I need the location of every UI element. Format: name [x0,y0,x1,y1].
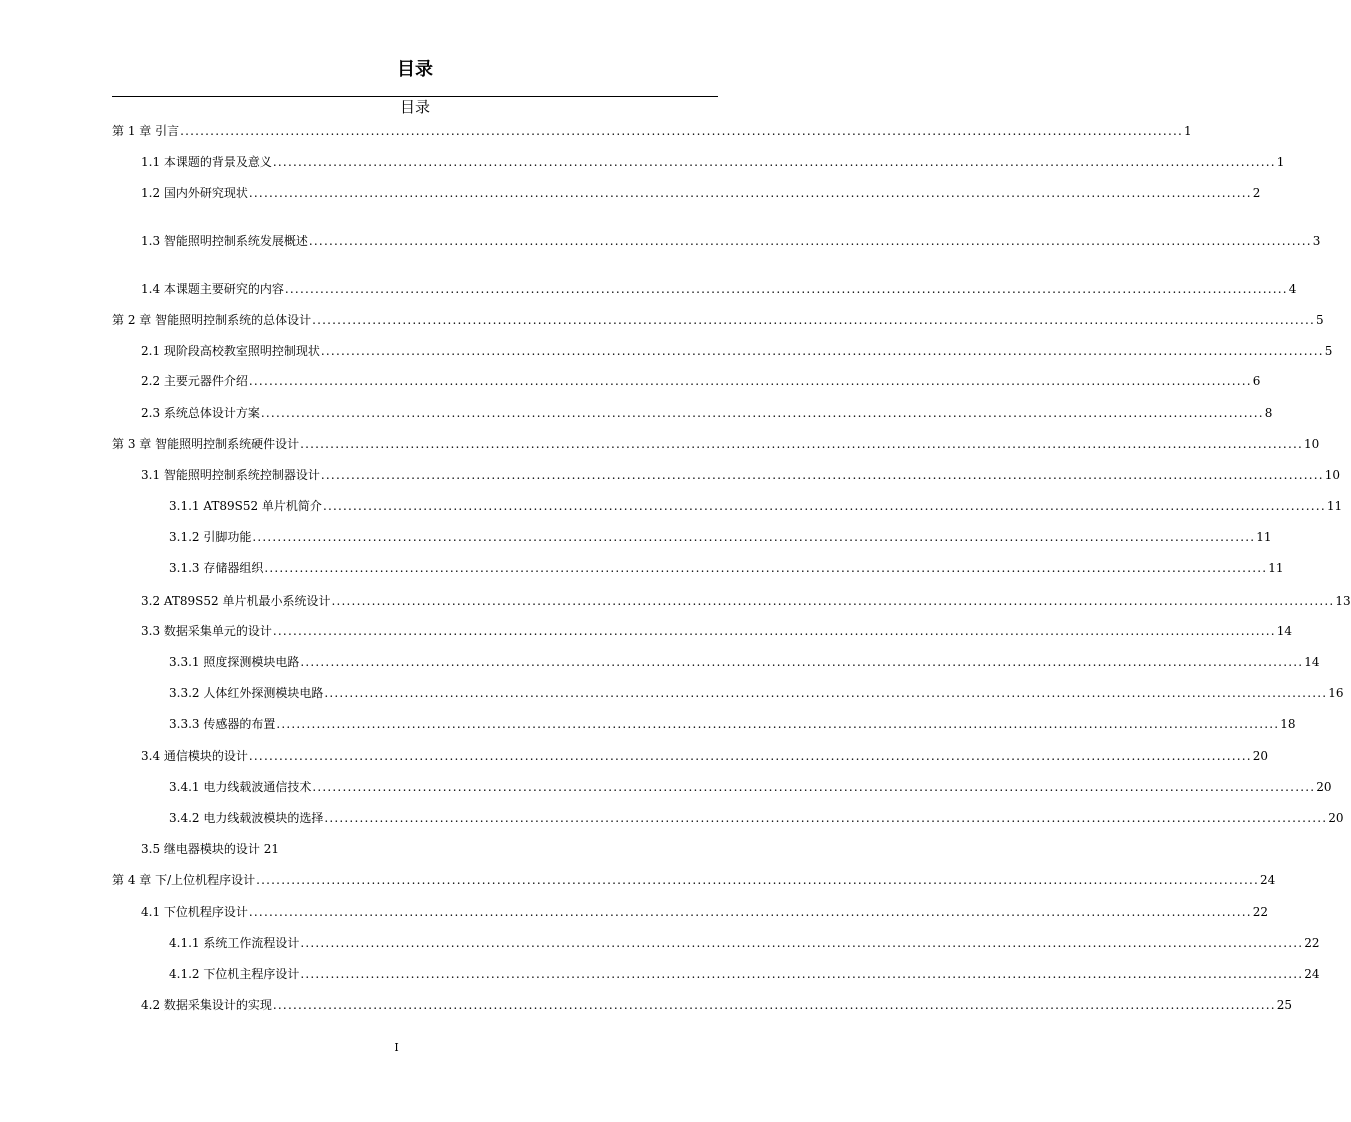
toc-entry-label: 3.4 通信模块的设计 [141,749,248,763]
toc-dot-leader: ........................................................................................................................................................................................................ [300,655,1304,669]
toc-entry-page: 3 [1312,234,1321,248]
toc-entry[interactable] [141,902,1269,922]
toc-dot-leader: ........................................................................................................................................................................................................ [284,282,1288,296]
toc-entry-label: 3.3.1 照度探测模块电路 [169,655,300,669]
toc-entry-page: 22 [1252,905,1269,919]
toc-entry-page: 10 [1303,437,1320,451]
toc-entry-page: 18 [1280,717,1296,731]
toc-entry-page: 5 [1315,313,1324,327]
toc-entry-label: 1.4 本课题主要研究的内容 [141,282,284,296]
toc-entry-label: 3.4.1 电力线载波通信技术 [169,780,312,794]
toc-entry-label: 2.3 系统总体设计方案 [141,406,260,420]
toc-entry[interactable] [112,870,1276,890]
toc-dot-leader: ........................................................................................................................................................................................................ [248,749,1252,763]
toc-entry-page: 11 [1268,561,1284,575]
toc-entry-label: 4.1 下位机程序设计 [141,905,248,919]
toc-dot-leader: ........................................................................................................................................................................................................ [320,468,1324,482]
toc-dot-leader: ........................................................................................................................................................................................................ [272,155,1276,169]
toc-entry[interactable] [141,183,1261,203]
toc-entry-label: 第 2 章 智能照明控制系统的总体设计 [112,313,312,327]
toc-entry-page: 2 [1252,186,1261,200]
toc-entry[interactable] [169,808,1344,828]
toc-dot-leader: ........................................................................................................................................................................................................ [180,124,1183,138]
toc-entry-label: 2.1 现阶段高校教室照明控制现状 [141,344,320,358]
toc-entry-label: 2.2 主要元器件介绍 [141,374,248,388]
toc-dot-leader: ........................................................................................................................................................................................................ [256,873,1260,887]
toc-entry-page: 20 [1328,811,1344,825]
toc-entry-page: 14 [1304,655,1320,669]
toc-dot-leader: ........................................................................................................................................................................................................ [276,717,1280,731]
toc-entry-page: 13 [1335,594,1351,608]
toc-entry[interactable] [112,310,1324,330]
toc-entry-label: 4.1.1 系统工作流程设计 [169,936,300,950]
toc-entry[interactable] [141,279,1297,299]
toc-entry[interactable] [169,683,1344,703]
toc-dot-leader: ........................................................................................................................................................................................................ [312,313,1315,327]
toc-entry-label: 3.3.3 传感器的布置 [169,717,276,731]
toc-dot-leader: ........................................................................................................................................................................................................ [252,530,1256,544]
toc-dot-leader: ........................................................................................................................................................................................................ [248,905,1252,919]
toc-dot-leader: ........................................................................................................................................................................................................ [300,936,1304,950]
toc-entry-label: 1.1 本课题的背景及意义 [141,155,272,169]
toc-dot-leader: ........................................................................................................................................................................................................ [264,561,1268,575]
toc-entry-label: 3.2 AT89S52 单片机最小系统设计 [141,594,331,608]
toc-dot-leader: ........................................................................................................................................................................................................ [272,998,1276,1012]
toc-entry[interactable] [169,777,1332,797]
toc-entry[interactable] [141,403,1273,423]
toc-entry-label: 3.5 继电器模块的设计 21 [141,842,279,856]
toc-dot-leader: ........................................................................................................................................................................................................ [324,686,1328,700]
toc-entry-label: 3.1 智能照明控制系统控制器设计 [141,468,320,482]
toc-entry-label: 3.4.2 电力线载波模块的选择 [169,811,324,825]
toc-entry[interactable] [112,121,1192,141]
toc-entry[interactable] [141,621,1293,641]
toc-entry-page: 20 [1316,780,1332,794]
toc-entry[interactable] [169,964,1320,984]
toc-entry-label: 第 4 章 下/上位机程序设计 [112,873,256,887]
toc-entry-page: 24 [1260,873,1276,887]
toc-entry[interactable] [112,434,1320,454]
toc-entry-page: 11 [1326,499,1343,513]
toc-entry-label: 3.3.2 人体红外探测模块电路 [169,686,324,700]
toc-entry[interactable] [141,371,1261,391]
toc-entry-page: 22 [1304,936,1320,950]
toc-entry-label: 1.2 国内外研究现状 [141,186,248,200]
toc-dot-leader: ........................................................................................................................................................................................................ [272,624,1276,638]
toc-dot-leader: ........................................................................................................................................................................................................ [260,406,1264,420]
toc-entry-page: 14 [1276,624,1293,638]
toc-entry-page: 1 [1276,155,1285,169]
toc-entry[interactable] [141,152,1285,172]
toc-dot-leader: ........................................................................................................................................................................................................ [308,234,1312,248]
toc-entry[interactable] [169,527,1272,547]
toc-entry[interactable] [141,231,1321,251]
toc-entry[interactable] [141,995,1293,1015]
toc-entry[interactable] [169,496,1343,516]
toc-entry-label: 3.1.1 AT89S52 单片机简介 [169,499,322,513]
toc-dot-leader: ........................................................................................................................................................................................................ [248,374,1252,388]
toc-entry-label: 1.3 智能照明控制系统发展概述 [141,234,308,248]
toc-entry-label: 3.3 数据采集单元的设计 [141,624,272,638]
toc-entry-label: 第 3 章 智能照明控制系统硬件设计 [112,437,300,451]
toc-entry[interactable] [169,652,1320,672]
toc-dot-leader: ........................................................................................................................................................................................................ [312,780,1316,794]
toc-entry-label: 4.1.2 下位机主程序设计 [169,967,300,981]
toc-dot-leader: ........................................................................................................................................................................................................ [300,437,1303,451]
toc-entry[interactable] [141,746,1269,766]
toc-dot-leader: ........................................................................................................................................................................................................ [300,967,1304,981]
toc-entry-page: 11 [1256,530,1272,544]
toc-entry-page: 4 [1288,282,1297,296]
toc-entry-page: 25 [1276,998,1293,1012]
toc-entry-label: 3.1.3 存储器组织 [169,561,264,575]
toc-entry[interactable] [169,558,1284,578]
toc-dot-leader: ........................................................................................................................................................................................................ [331,594,1335,608]
toc-entry-page: 10 [1324,468,1341,482]
toc-entry-label: 4.2 数据采集设计的实现 [141,998,272,1012]
toc-dot-leader: ........................................................................................................................................................................................................ [324,811,1328,825]
toc-entry-page: 1 [1183,124,1192,138]
toc-entry[interactable] [141,465,1341,485]
toc-entry[interactable] [141,839,279,859]
page-header-title: 目录 [397,59,433,80]
toc-entry-page: 24 [1304,967,1320,981]
toc-entry-page: 5 [1324,344,1333,358]
toc-dot-leader: ........................................................................................................................................................................................................ [320,344,1324,358]
toc-entry[interactable] [141,591,1351,611]
toc-dot-leader: ........................................................................................................................................................................................................ [248,186,1252,200]
toc-entry[interactable] [169,933,1320,953]
toc-entry-label: 第 1 章 引言 [112,124,180,138]
page-number: I [394,1041,399,1054]
toc-entry-page: 16 [1328,686,1344,700]
toc-entry-page: 20 [1252,749,1269,763]
toc-entry-page: 6 [1252,374,1261,388]
toc-entry-label: 3.1.2 引脚功能 [169,530,252,544]
toc-entry-page: 8 [1264,406,1273,420]
toc-title: 目录 [399,98,430,116]
toc-entry[interactable] [169,714,1296,734]
toc-entry[interactable] [141,341,1333,361]
toc-dot-leader: ........................................................................................................................................................................................................ [322,499,1326,513]
